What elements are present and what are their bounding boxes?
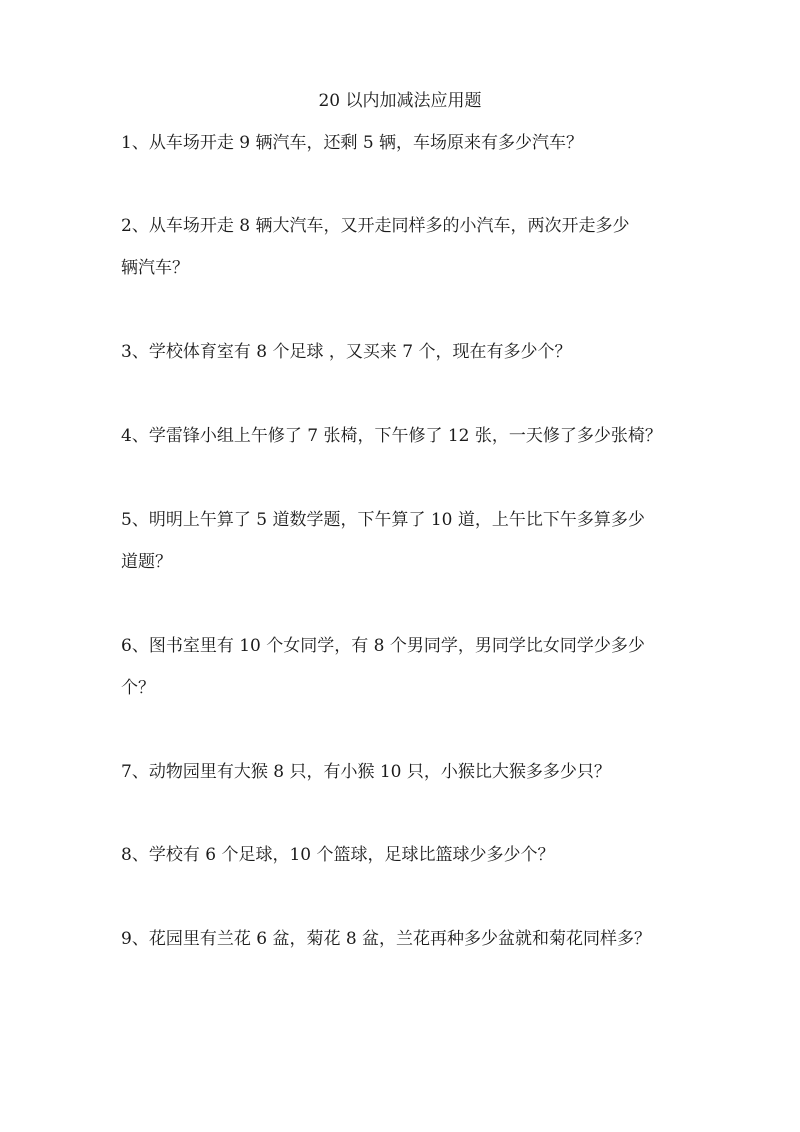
question-line: 6、图书室里有 10 个女同学，有 8 个男同学，男同学比女同学少多少 xyxy=(121,636,645,656)
question-line: 5、明明上午算了 5 道数学题，下午算了 10 道，上午比下午多算多少 xyxy=(121,510,645,530)
question-line: 道题？ xyxy=(121,552,172,572)
question-7 xyxy=(121,751,696,793)
question-line: 7、动物园里有大猴 8 只，有小猴 10 只，小猴比大猴多多少只？ xyxy=(121,762,611,782)
question-6 xyxy=(121,625,696,709)
document-title: 20 以内加减法应用题 xyxy=(318,91,482,111)
question-line: 3、学校体育室有 8 个足球 ，又买来 7 个，现在有多少个？ xyxy=(121,342,572,362)
question-5 xyxy=(121,499,696,583)
question-line: 4、学雷锋小组上午修了 7 张椅，下午修了 12 张，一天修了多少张椅？ xyxy=(121,426,662,446)
question-4 xyxy=(121,415,696,457)
question-line: 辆汽车？ xyxy=(121,258,189,278)
question-line: 个？ xyxy=(121,678,155,698)
question-line: 8、学校有 6 个足球，10 个篮球，足球比篮球少多少个？ xyxy=(121,845,555,865)
question-2 xyxy=(121,205,696,289)
question-3 xyxy=(121,331,696,373)
question-9 xyxy=(121,918,696,960)
question-line: 9、花园里有兰花 6 盆，菊花 8 盆，兰花再种多少盆就和菊花同样多？ xyxy=(121,929,652,949)
question-line: 2、从车场开走 8 辆大汽车，又开走同样多的小汽车，两次开走多少 xyxy=(121,216,630,236)
question-line: 1、从车场开走 9 辆汽车，还剩 5 辆，车场原来有多少汽车？ xyxy=(121,133,584,153)
question-1 xyxy=(121,122,696,164)
question-8 xyxy=(121,834,696,876)
